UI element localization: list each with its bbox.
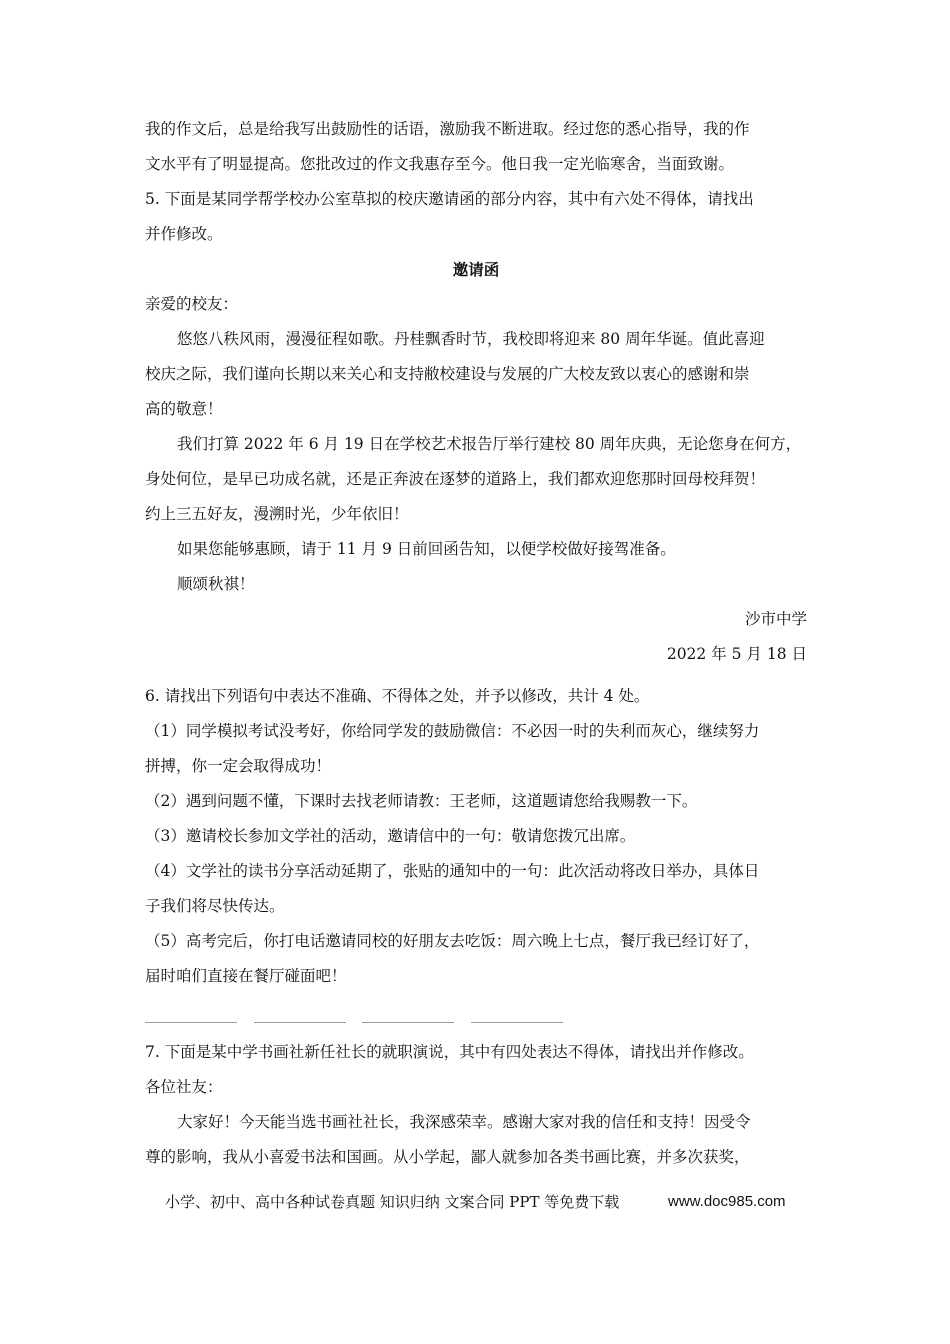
speech-body-line: 大家好！今天能当选书画社社长，我深感荣幸。感谢大家对我的信任和支持！因受令 — [177, 1113, 751, 1131]
letter-date: 2022 年 5 月 18 日 — [666, 645, 807, 663]
question-6-item: （2）遇到问题不懂，下课时去找老师请教：王老师，这道题请您给我赐教一下。 — [145, 792, 698, 810]
question-6-item: （4）文学社的读书分享活动延期了，张贴的通知中的一句：此次活动将改日举办，具体日 — [145, 862, 760, 880]
question-6-item: （1）同学模拟考试没考好，你给同学发的鼓励微信：不必因一时的失利而灰心，继续努力 — [145, 722, 760, 740]
answer-blank — [145, 1022, 237, 1023]
question-7 — [145, 1035, 807, 1175]
question-6-item: （5）高考完后，你打电话邀请同校的好朋友去吃饭：周六晚上七点，餐厅我已经订好了， — [145, 932, 760, 950]
text-line: 我的作文后，总是给我写出鼓励性的话语，激励我不断进取。经过您的悉心指导，我的作 — [145, 120, 750, 138]
letter-signature: 沙市中学 — [744, 610, 807, 628]
letter-closing: 顺颂秋祺！ — [177, 575, 255, 593]
question-6 — [145, 679, 807, 994]
question-6-item: 子我们将尽快传达。 — [145, 897, 285, 915]
speech-salutation: 各位社友： — [145, 1078, 223, 1096]
footer-text: 小学、初中、高中各种试卷真题 知识归纳 文案合同 PPT 等免费下载 — [165, 1193, 620, 1211]
answer-blank — [471, 1022, 563, 1023]
letter-body-line: 高的敬意！ — [145, 400, 223, 418]
letter-body-line: 如果您能够惠顾，请于 11 月 9 日前回函告知，以便学校做好接驾准备。 — [177, 540, 676, 558]
question-6-item: （3）邀请校长参加文学社的活动，邀请信中的一句：敬请您拨冗出席。 — [145, 827, 636, 845]
question-6-item: 届时咱们直接在餐厅碰面吧！ — [145, 967, 347, 985]
question-5 — [145, 182, 807, 672]
letter-body-line: 校庆之际，我们谨向长期以来关心和支持敝校建设与发展的广大校友致以衷心的感谢和崇 — [145, 365, 750, 383]
letter-body-line: 约上三五好友，漫溯时光，少年依旧！ — [145, 505, 409, 523]
answer-blank — [362, 1022, 454, 1023]
question-5-stem: 并作修改。 — [145, 225, 223, 243]
question-7-stem: 7. 下面是某中学书画社新任社长的就职演说，其中有四处表达不得体，请找出并作修改。 — [145, 1043, 754, 1061]
letter-body-line: 我们打算 2022 年 6 月 19 日在学校艺术报告厅举行建校 80 周年庆典，无论您身在何方， — [177, 435, 802, 453]
page-footer — [165, 1190, 805, 1214]
paragraph-top — [145, 112, 807, 182]
letter-body-line: 悠悠八秩风雨，漫漫征程如歌。丹桂飘香时节，我校即将迎来 80 周年华诞。值此喜迎 — [177, 330, 765, 348]
question-6-item: 拼搏，你一定会取得成功！ — [145, 757, 332, 775]
speech-body-line: 尊的影响，我从小喜爱书法和国画。从小学起，鄙人就参加各类书画比赛，并多次获奖， — [145, 1148, 750, 1166]
letter-salutation: 亲爱的校友： — [145, 295, 239, 313]
letter-title: 邀请函 — [452, 260, 500, 279]
answer-blank — [254, 1022, 346, 1023]
letter-body-line: 身处何位，是早已功成名就，还是正奔波在逐梦的道路上，我们都欢迎您那时回母校拜贺！ — [145, 470, 766, 488]
footer-link[interactable]: www.doc985.com — [668, 1193, 786, 1210]
text-line: 文水平有了明显提高。您批改过的作文我惠存至今。他日我一定光临寒舍，当面致谢。 — [145, 155, 735, 173]
question-6-stem: 6. 请找出下列语句中表达不准确、不得体之处，并予以修改，共计 4 处。 — [145, 687, 650, 705]
question-5-stem: 5. 下面是某同学帮学校办公室草拟的校庆邀请函的部分内容，其中有六处不得体，请找出 — [145, 190, 754, 208]
